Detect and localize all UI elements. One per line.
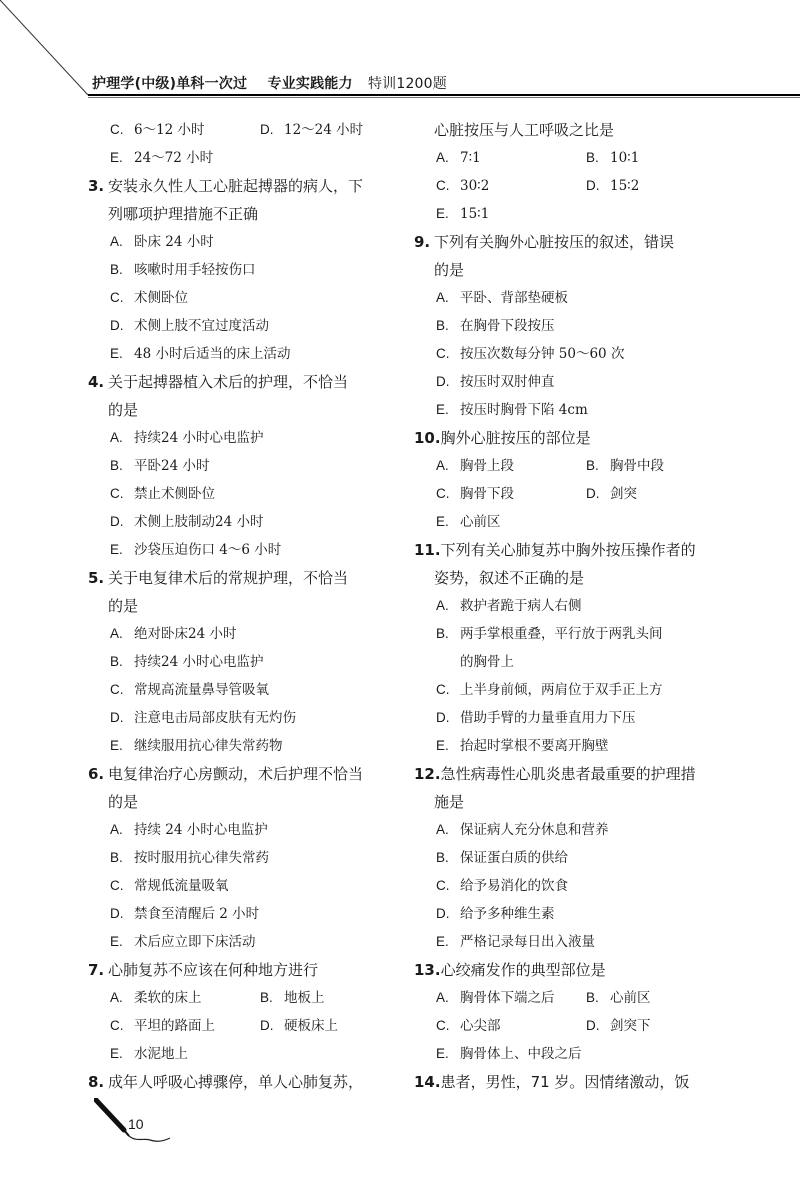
question-text: 关于起搏器植入术后的护理，不恰当 — [108, 373, 349, 391]
question-text: 急性病毒性心肌炎患者最重要的护理措 — [440, 765, 696, 783]
answer-option — [586, 1012, 651, 1040]
option-text: 保证蛋白质的供给 — [460, 850, 568, 866]
option-label: B. — [260, 990, 273, 1005]
answer-option-pair — [414, 144, 714, 172]
option-text: 心前区 — [610, 990, 651, 1006]
question-number: 4. — [88, 373, 105, 391]
page-number: 10 — [128, 1116, 144, 1132]
answer-option — [414, 340, 714, 368]
answer-option-pair — [414, 1012, 714, 1040]
option-text: 剑突下 — [610, 1018, 651, 1034]
option-label: C. — [110, 486, 124, 501]
question-stem — [414, 956, 714, 984]
answer-option — [88, 732, 398, 760]
answer-option — [88, 900, 398, 928]
question-stem — [88, 172, 398, 200]
answer-option — [586, 452, 664, 480]
option-label: B. — [586, 458, 599, 473]
option-text: 剑突 — [610, 486, 637, 502]
answer-option — [414, 620, 714, 648]
option-label: B. — [110, 458, 123, 473]
answer-option — [436, 172, 586, 200]
answer-option — [110, 116, 260, 144]
answer-option — [88, 928, 398, 956]
option-label: E. — [110, 346, 123, 361]
answer-option — [88, 452, 398, 480]
answer-option — [88, 144, 398, 172]
answer-option — [414, 396, 714, 424]
answer-option-pair — [88, 1012, 398, 1040]
option-text: 卧床 24 小时 — [134, 234, 214, 250]
option-text: 常规高流量鼻导管吸氧 — [134, 682, 269, 698]
question-text: 下列有关胸外心脏按压的叙述，错误 — [434, 233, 675, 251]
question-text: 电复律治疗心房颤动，术后护理不恰当 — [108, 765, 364, 783]
question-text: 的是 — [108, 401, 139, 419]
answer-option — [88, 620, 398, 648]
answer-option — [88, 312, 398, 340]
option-label: C. — [110, 290, 124, 305]
option-label: D. — [436, 906, 450, 921]
option-text: 24～72 小时 — [134, 150, 214, 166]
header-rule — [88, 94, 800, 96]
question-stem — [88, 564, 398, 592]
question-text: 姿势，叙述不正确的是 — [434, 569, 585, 587]
option-label: D. — [586, 178, 600, 193]
question-stem — [414, 424, 714, 452]
option-label: C. — [110, 1018, 124, 1033]
answer-option — [414, 1040, 714, 1068]
question-stem — [88, 1068, 398, 1096]
option-label: E. — [110, 1046, 123, 1061]
answer-option-pair — [414, 172, 714, 200]
option-text: 在胸骨下段按压 — [460, 318, 555, 334]
question-stem-continued — [88, 592, 398, 620]
option-label: A. — [110, 822, 123, 837]
option-text: 两手掌根重叠，平行放于两乳头间 — [460, 626, 663, 642]
option-text: 柔软的床上 — [134, 990, 202, 1006]
answer-option — [436, 144, 586, 172]
question-stem-continued — [88, 788, 398, 816]
question-stem — [414, 1068, 714, 1096]
question-text: 的是 — [108, 597, 139, 615]
question-number: 10. — [414, 429, 441, 447]
question-text: 成年人呼吸心搏骤停，单人心肺复苏， — [108, 1073, 364, 1091]
question-stem — [414, 760, 714, 788]
answer-option — [88, 844, 398, 872]
question-number: 9. — [414, 233, 431, 251]
option-text: 禁止术侧卧位 — [134, 486, 215, 502]
option-text: 禁食至清醒后 2 小时 — [134, 906, 260, 922]
answer-option — [414, 312, 714, 340]
answer-option — [414, 732, 714, 760]
option-label: D. — [260, 1018, 274, 1033]
answer-option-pair — [88, 116, 398, 144]
option-label: C. — [110, 682, 124, 697]
book-subtitle: 专业实践能力 — [267, 76, 353, 92]
option-label: C. — [436, 346, 450, 361]
question-text: 心脏按压与人工呼吸之比是 — [434, 121, 615, 139]
answer-option — [414, 200, 714, 228]
option-text: 给予多种维生素 — [460, 906, 555, 922]
option-text: 沙袋压迫伤口 4～6 小时 — [134, 542, 282, 558]
option-text: 平卧24 小时 — [134, 458, 210, 474]
option-label: C. — [436, 178, 450, 193]
answer-option — [88, 480, 398, 508]
answer-option — [436, 452, 586, 480]
running-header — [92, 73, 447, 93]
option-text: 给予易消化的饮食 — [460, 878, 568, 894]
answer-option — [88, 536, 398, 564]
question-number: 8. — [88, 1073, 105, 1091]
option-label: A. — [436, 990, 449, 1005]
option-label: D. — [110, 514, 124, 529]
option-text: 术后应立即下床活动 — [134, 934, 256, 950]
option-label: D. — [260, 122, 274, 137]
option-label: E. — [436, 1046, 449, 1061]
answer-option — [88, 816, 398, 844]
answer-option — [414, 816, 714, 844]
question-stem — [88, 956, 398, 984]
option-label: D. — [110, 906, 124, 921]
question-number: 13. — [414, 961, 441, 979]
option-text: 持续24 小时心电监护 — [134, 654, 264, 670]
answer-option — [88, 256, 398, 284]
answer-option — [586, 172, 639, 200]
option-label: B. — [586, 150, 599, 165]
option-text: 胸骨中段 — [610, 458, 664, 474]
answer-option — [88, 1040, 398, 1068]
question-text: 的是 — [434, 261, 465, 279]
answer-option — [88, 284, 398, 312]
option-text: 按压次数每分钟 50～60 次 — [460, 346, 625, 362]
question-stem-continued — [88, 396, 398, 424]
option-text: 30∶2 — [460, 178, 490, 194]
option-label: C. — [436, 878, 450, 893]
answer-option — [260, 1012, 338, 1040]
option-label: D. — [586, 486, 600, 501]
question-text: 安装永久性人工心脏起搏器的病人，下 — [108, 177, 364, 195]
option-label: C. — [436, 682, 450, 697]
option-label: B. — [110, 850, 123, 865]
option-text: 持续24 小时心电监护 — [134, 430, 264, 446]
option-text: 水泥地上 — [134, 1046, 188, 1062]
option-label: D. — [436, 710, 450, 725]
option-text: 术侧上肢制动24 小时 — [134, 514, 264, 530]
answer-option — [586, 984, 651, 1012]
option-text: 术侧上肢不宜过度活动 — [134, 318, 269, 334]
question-text: 患者，男性，71 岁。因情绪激动，饭 — [440, 1073, 690, 1091]
question-number: 7. — [88, 961, 105, 979]
option-label: B. — [436, 850, 449, 865]
question-number: 12. — [414, 765, 441, 783]
answer-option — [414, 704, 714, 732]
option-text: 12～24 小时 — [284, 122, 364, 138]
option-label: D. — [110, 318, 124, 333]
answer-option — [436, 1012, 586, 1040]
answer-option — [88, 872, 398, 900]
answer-option — [436, 480, 586, 508]
option-label: B. — [586, 990, 599, 1005]
answer-option — [436, 984, 586, 1012]
option-label: A. — [436, 598, 449, 613]
question-text: 胸外心脏按压的部位是 — [440, 429, 591, 447]
question-stem-continued — [414, 116, 714, 144]
option-label: C. — [110, 122, 124, 137]
answer-option-pair — [414, 480, 714, 508]
answer-option — [586, 480, 637, 508]
option-text: 48 小时后适当的床上活动 — [134, 346, 291, 362]
answer-option — [414, 900, 714, 928]
answer-option — [260, 116, 363, 144]
option-label: B. — [110, 262, 123, 277]
option-text: 胸骨体上、中段之后 — [460, 1046, 582, 1062]
question-text: 的是 — [108, 793, 139, 811]
option-label: E. — [436, 402, 449, 417]
option-text: 咳嗽时用手轻按伤口 — [134, 262, 256, 278]
option-label: E. — [110, 542, 123, 557]
option-label: E. — [110, 738, 123, 753]
option-label: D. — [110, 710, 124, 725]
question-stem — [414, 536, 714, 564]
option-text: 借助手臂的力量垂直用力下压 — [460, 710, 636, 726]
option-text: 注意电击局部皮肤有无灼伤 — [134, 710, 296, 726]
option-text: 胸骨体下端之后 — [460, 990, 555, 1006]
option-text: 心前区 — [460, 514, 501, 530]
option-text: 按压时双肘伸直 — [460, 374, 555, 390]
question-stem-continued — [414, 564, 714, 592]
option-label: D. — [436, 374, 450, 389]
option-label: A. — [110, 234, 123, 249]
option-label: A. — [436, 290, 449, 305]
answer-option — [88, 704, 398, 732]
question-stem-continued — [414, 256, 714, 284]
answer-option — [110, 1012, 260, 1040]
question-number: 11. — [414, 541, 441, 559]
answer-option-pair — [414, 452, 714, 480]
answer-option — [260, 984, 325, 1012]
answer-option — [88, 508, 398, 536]
option-text: 平坦的路面上 — [134, 1018, 215, 1034]
option-text: 上半身前倾，两肩位于双手正上方 — [460, 682, 663, 698]
question-stem — [88, 760, 398, 788]
option-text: 地板上 — [284, 990, 325, 1006]
option-text: 保证病人充分休息和营养 — [460, 822, 609, 838]
option-label: C. — [110, 878, 124, 893]
option-text: 的胸骨上 — [460, 654, 514, 670]
option-label: B. — [110, 654, 123, 669]
answer-option-pair — [88, 984, 398, 1012]
option-label: E. — [110, 150, 123, 165]
answer-option — [414, 872, 714, 900]
answer-option-continued — [414, 648, 714, 676]
answer-option — [414, 508, 714, 536]
option-text: 按时服用抗心律失常药 — [134, 850, 269, 866]
answer-option — [88, 648, 398, 676]
question-number: 5. — [88, 569, 105, 587]
option-text: 6～12 小时 — [134, 122, 205, 138]
option-label: A. — [110, 990, 123, 1005]
question-text: 心绞痛发作的典型部位是 — [440, 961, 606, 979]
question-text: 列哪项护理措施不正确 — [108, 205, 259, 223]
question-stem — [414, 228, 714, 256]
answer-option — [88, 228, 398, 256]
answer-option — [88, 340, 398, 368]
header-rule-thin — [88, 97, 800, 98]
option-label: C. — [436, 486, 450, 501]
option-text: 抬起时掌根不要离开胸壁 — [460, 738, 609, 754]
option-text: 平卧、背部垫硬板 — [460, 290, 568, 306]
question-number: 6. — [88, 765, 105, 783]
left-column — [88, 116, 398, 1096]
answer-option — [414, 676, 714, 704]
option-label: A. — [110, 430, 123, 445]
answer-option — [414, 592, 714, 620]
option-text: 胸骨下段 — [460, 486, 514, 502]
question-text: 心肺复苏不应该在何种地方进行 — [108, 961, 319, 979]
question-text: 关于电复律术后的常规护理，不恰当 — [108, 569, 349, 587]
option-text: 严格记录每日出入液量 — [460, 934, 595, 950]
answer-option — [414, 928, 714, 956]
answer-option — [414, 844, 714, 872]
option-text: 救护者跪于病人右侧 — [460, 598, 582, 614]
option-text: 按压时胸骨下陷 4cm — [460, 402, 588, 418]
option-label: A. — [436, 150, 449, 165]
answer-option — [586, 144, 639, 172]
answer-option — [110, 984, 260, 1012]
option-label: E. — [436, 206, 449, 221]
option-text: 15∶1 — [460, 206, 490, 222]
right-column — [414, 116, 714, 1096]
option-label: A. — [436, 822, 449, 837]
answer-option — [88, 676, 398, 704]
option-label: A. — [436, 458, 449, 473]
question-stem — [88, 368, 398, 396]
option-label: D. — [586, 1018, 600, 1033]
option-text: 心尖部 — [460, 1018, 501, 1034]
option-label: B. — [436, 626, 449, 641]
question-stem-continued — [414, 788, 714, 816]
answer-option — [88, 424, 398, 452]
answer-option — [414, 368, 714, 396]
option-text: 10∶1 — [610, 150, 640, 166]
option-text: 术侧卧位 — [134, 290, 188, 306]
option-text: 常规低流量吸氧 — [134, 878, 229, 894]
answer-option-pair — [414, 984, 714, 1012]
option-text: 持续 24 小时心电监护 — [134, 822, 268, 838]
question-number: 14. — [414, 1073, 441, 1091]
option-label: B. — [436, 318, 449, 333]
option-label: E. — [436, 934, 449, 949]
option-text: 硬板床上 — [284, 1018, 338, 1034]
option-label: A. — [110, 626, 123, 641]
book-title: 护理学(中级)单科一次过 — [92, 76, 248, 92]
option-text: 绝对卧床24 小时 — [134, 626, 237, 642]
option-label: E. — [110, 934, 123, 949]
book-series: 特训1200题 — [367, 76, 447, 92]
option-text: 15∶2 — [610, 178, 640, 194]
option-text: 继续服用抗心律失常药物 — [134, 738, 283, 754]
option-text: 7∶1 — [460, 150, 481, 166]
question-text: 下列有关心肺复苏中胸外按压操作者的 — [440, 541, 696, 559]
option-text: 胸骨上段 — [460, 458, 514, 474]
question-number: 3. — [88, 177, 105, 195]
question-stem-continued — [88, 200, 398, 228]
answer-option — [414, 284, 714, 312]
option-label: C. — [436, 1018, 450, 1033]
option-label: E. — [436, 738, 449, 753]
option-label: E. — [436, 514, 449, 529]
question-text: 施是 — [434, 793, 465, 811]
